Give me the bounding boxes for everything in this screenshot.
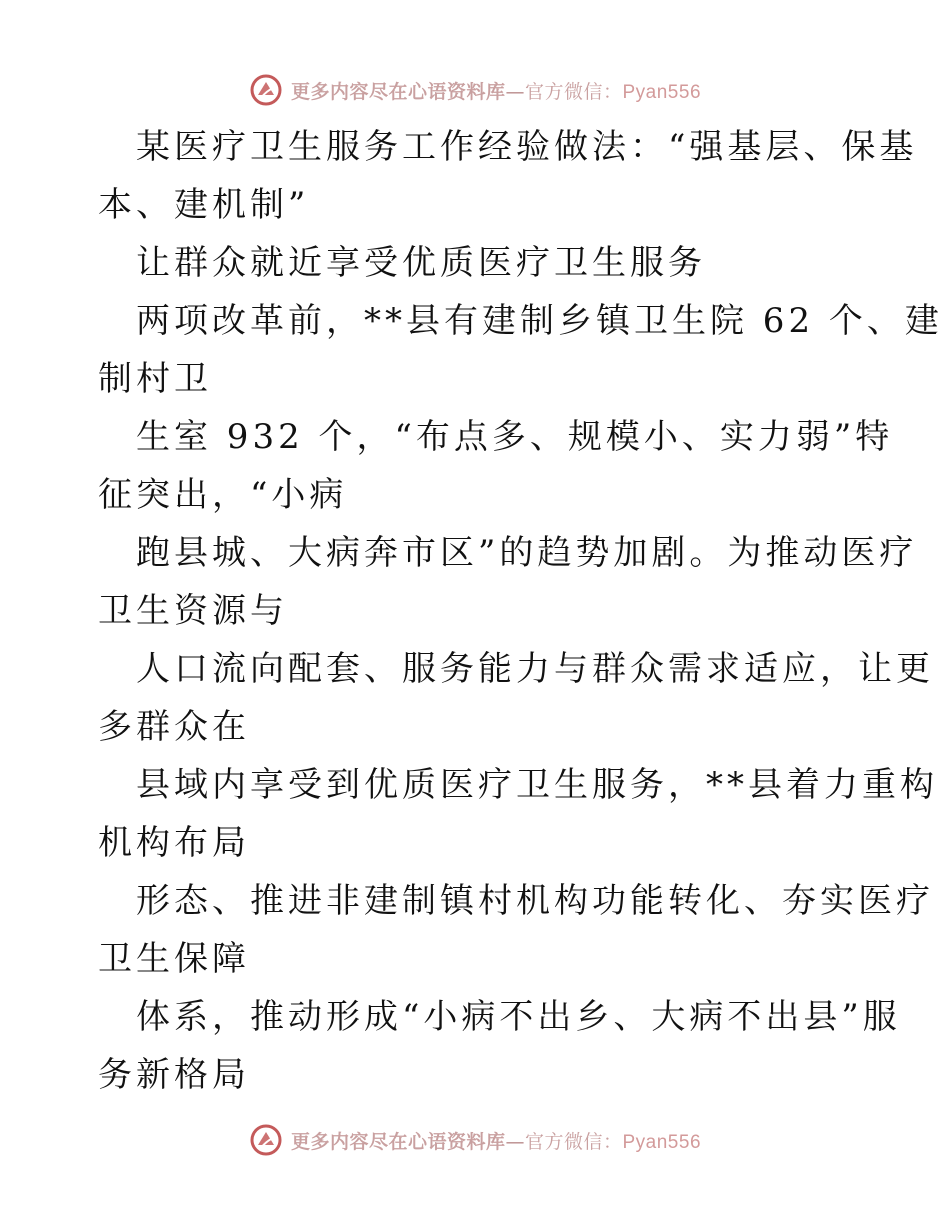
watermark-separator: — bbox=[505, 80, 525, 103]
text-line: 本、建机制” bbox=[98, 185, 310, 225]
text-line: 两项改革前，**县有建制乡镇卫生院 62 个、建 bbox=[136, 301, 943, 341]
library-logo-icon bbox=[249, 73, 283, 107]
text-line: 多群众在 bbox=[98, 707, 250, 747]
watermark-text bbox=[291, 1127, 701, 1154]
text-line: 某医疗卫生服务工作经验做法：“强基层、保基 bbox=[136, 127, 918, 167]
watermark-banner-bottom bbox=[0, 1120, 950, 1160]
watermark-main-text: 更多内容尽在心语资料库 bbox=[290, 80, 506, 103]
text-line: 机构布局 bbox=[98, 823, 250, 863]
watermark-separator: — bbox=[505, 1130, 525, 1153]
watermark-wechat-id: Pyan556 bbox=[622, 1131, 702, 1153]
document-body bbox=[98, 118, 943, 1104]
text-line: 卫生保障 bbox=[98, 939, 250, 979]
watermark-text bbox=[291, 77, 701, 104]
watermark-banner-top bbox=[0, 70, 950, 110]
text-line: 制村卫 bbox=[98, 359, 212, 399]
watermark-wechat-label: 官方微信： bbox=[524, 1130, 623, 1153]
text-line: 生室 932 个，“布点多、规模小、实力弱”特 bbox=[136, 417, 894, 457]
watermark-wechat-id: Pyan556 bbox=[622, 81, 702, 103]
watermark-main-text: 更多内容尽在心语资料库 bbox=[290, 1130, 506, 1153]
text-line: 人口流向配套、服务能力与群众需求适应，让更 bbox=[136, 649, 934, 689]
library-logo-icon bbox=[249, 1123, 283, 1157]
text-line: 让群众就近享受优质医疗卫生服务 bbox=[136, 243, 706, 283]
text-line: 务新格局 bbox=[98, 1055, 250, 1095]
text-line: 形态、推进非建制镇村机构功能转化、夯实医疗 bbox=[136, 881, 934, 921]
text-line: 跑县城、大病奔市区”的趋势加剧。为推动医疗 bbox=[136, 533, 918, 573]
text-line: 卫生资源与 bbox=[98, 591, 288, 631]
text-line: 体系，推动形成“小病不出乡、大病不出县”服 bbox=[136, 997, 901, 1037]
text-line: 县域内享受到优质医疗卫生服务，**县着力重构 bbox=[136, 765, 938, 805]
text-line: 征突出，“小病 bbox=[98, 475, 348, 515]
watermark-wechat-label: 官方微信： bbox=[524, 80, 623, 103]
